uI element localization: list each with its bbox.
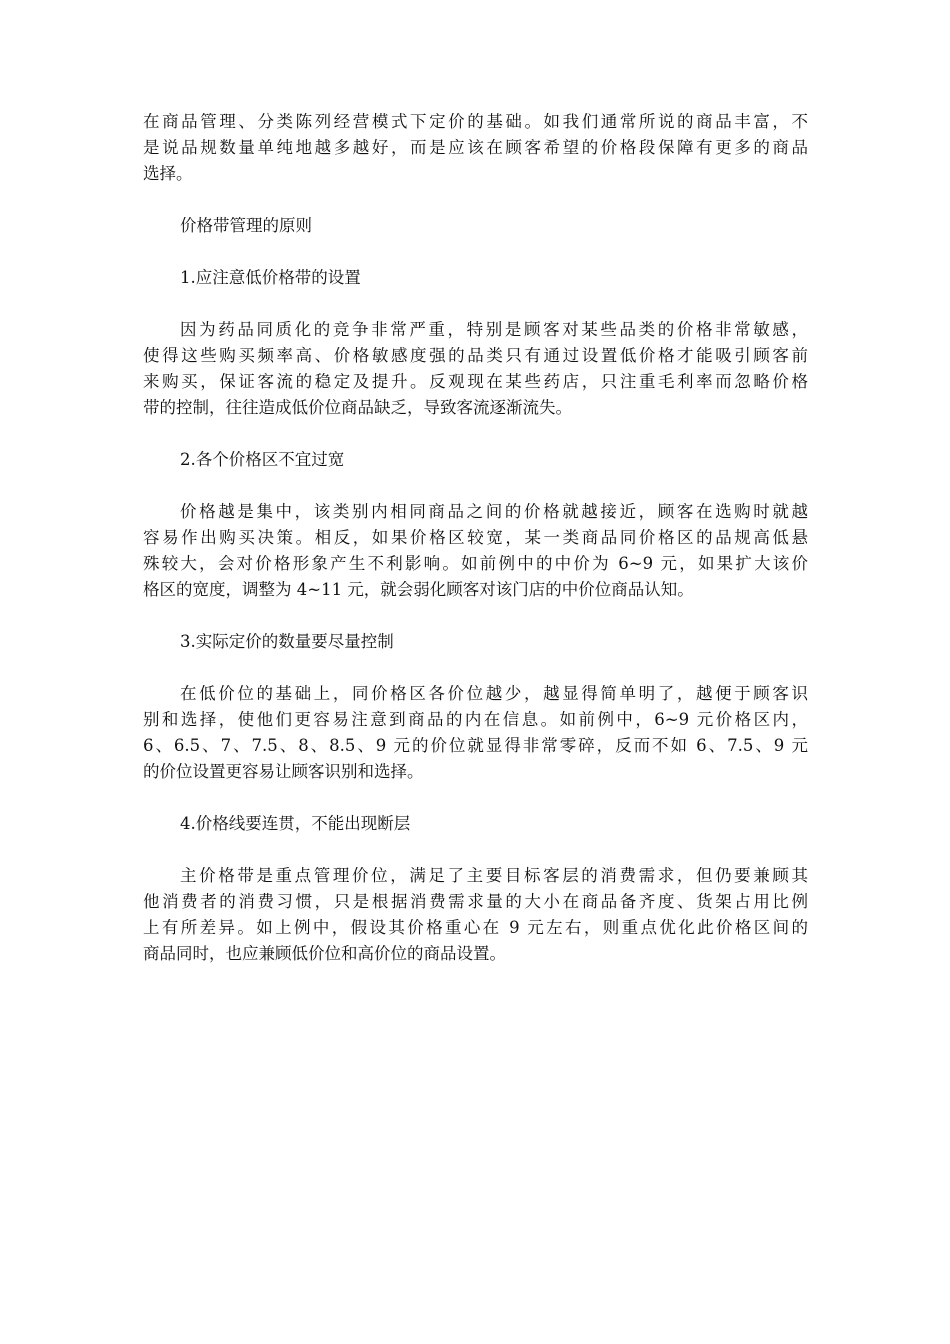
heading-text: 3.实际定价的数量要尽量控制 [180,632,394,651]
paragraph [143,681,808,785]
text-line: 使得这些购买频率高、价格敏感度强的品类只有通过设置低价格才能吸引顾客前 [143,346,808,365]
paragraph [143,863,808,967]
heading-text: 1.应注意低价格带的设置 [180,268,361,287]
heading-text: 2.各个价格区不宜过宽 [180,450,345,469]
paragraph [143,499,808,603]
document-page [143,109,808,993]
text-line: 殊较大，会对价格形象产生不利影响。如前例中的中价为 6~9 元，如果扩大该价 [143,554,808,573]
text-line: 的价位设置更容易让顾客识别和选择。 [143,762,424,781]
subsection-heading [143,811,808,837]
text-line: 别和选择，使他们更容易注意到商品的内在信息。如前例中，6~9 元价格区内， [143,710,808,729]
text-line: 选择。 [143,164,193,183]
text-line: 在低价位的基础上，同价格区各价位越少，越显得简单明了，越便于顾客识 [180,684,808,703]
text-line: 价格越是集中，该类别内相同商品之间的价格就越接近，顾客在选购时就越 [180,502,808,521]
heading-text: 4.价格线要连贯，不能出现断层 [180,814,411,833]
subsection-heading [143,447,808,473]
text-line: 来购买，保证客流的稳定及提升。反观现在某些药店，只注重毛利率而忽略价格 [143,372,808,391]
text-line: 因为药品同质化的竞争非常严重，特别是顾客对某些品类的价格非常敏感， [180,320,808,339]
subsection-heading [143,629,808,655]
subsection-heading [143,265,808,291]
text-line: 他消费者的消费习惯，只是根据消费需求量的大小在商品备齐度、货架占用比例 [143,892,808,911]
text-line: 主价格带是重点管理价位，满足了主要目标客层的消费需求，但仍要兼顾其 [180,866,808,885]
text-line: 是说品规数量单纯地越多越好，而是应该在顾客希望的价格段保障有更多的商品 [143,138,808,157]
text-line: 上有所差异。如上例中，假设其价格重心在 9 元左右，则重点优化此价格区间的 [143,918,808,937]
text-line: 带的控制，往往造成低价位商品缺乏，导致客流逐渐流失。 [143,398,572,417]
text-line: 6、6.5、7、7.5、8、8.5、9 元的价位就显得非常零碎，反而不如 6、7.5、9 元 [143,736,808,755]
heading-text: 价格带管理的原则 [180,216,312,235]
text-line: 商品同时，也应兼顾低价位和高价位的商品设置。 [143,944,506,963]
text-line: 在商品管理、分类陈列经营模式下定价的基础。如我们通常所说的商品丰富，不 [143,112,808,131]
text-line: 容易作出购买决策。相反，如果价格区较宽，某一类商品同价格区的品规高低悬 [143,528,808,547]
text-line: 格区的宽度，调整为 4~11 元，就会弱化顾客对该门店的中价位商品认知。 [143,580,694,599]
section-heading [143,213,808,239]
paragraph [143,109,808,187]
paragraph [143,317,808,421]
